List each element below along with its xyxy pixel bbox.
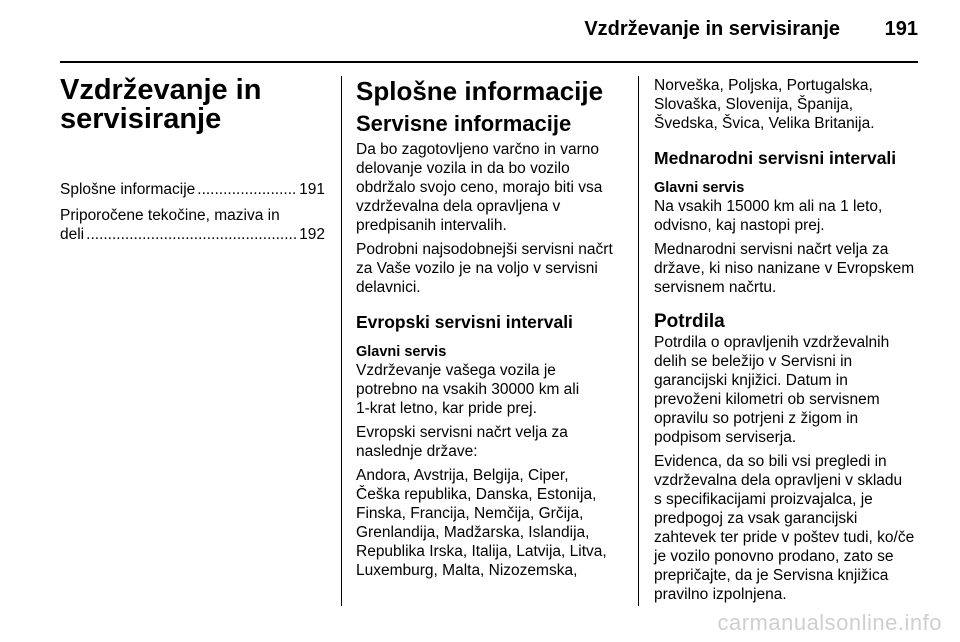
toc-entry-fluids[interactable] (60, 206, 325, 244)
paragraph: Da bo zagotovljeno varčno in varno delovanje vozila in da bo vozilo obdržalo svojo ceno, morajo biti vsa vzdrževalna dela opravljena v predpisanih intervalih. (356, 141, 603, 234)
certificates-heading: Potrdila (654, 311, 725, 332)
paragraph: Podrobni najsodobnejši servisni načrt za Vaše vozilo je na voljo v servisni delavnici. (356, 241, 613, 296)
column-3 (654, 76, 928, 609)
toc-entry-page: 192 (299, 226, 325, 243)
section-heading: Splošne informacije (356, 76, 604, 106)
chapter-title-line-2: servisiranje (60, 103, 222, 135)
toc-entry-label: Splošne informacije (60, 181, 196, 198)
paragraph: Potrdila o opravljenih vzdrževalnih delih se beležijo v Servisni in garancijski knjižici. Datum in prevoženi kilometri ob servisnem opravilu so potrjeni z žigom in podpisom serviserja. (654, 334, 890, 446)
subsection-heading: Servisne informacije (356, 111, 572, 136)
column-1 (60, 76, 325, 251)
toc-entry-general-info[interactable] (60, 180, 325, 199)
toc-entry-label: Priporočene tekočine, maziva in (60, 207, 280, 224)
chapter-title (60, 76, 325, 134)
page-header (0, 14, 960, 54)
watermark: carmanualsonline.info (717, 610, 942, 635)
paragraph: Mednarodni servisni načrt velja za države, ki niso nanizane v Evropskem servisnem načrtu. (654, 241, 915, 296)
toc-entry-page: 191 (299, 181, 325, 198)
page-number: 191 (884, 18, 918, 40)
column-divider-1 (341, 76, 342, 606)
column-divider-2 (638, 76, 639, 606)
main-service-heading: Glavni servis (654, 180, 745, 196)
paragraph: Vzdrževanje vašega vozila je potrebno na vsakih 30000 km ali 1-krat letno, kar pride prej. (356, 362, 580, 417)
toc-leader-dots (86, 225, 297, 244)
country-list: Andora, Avstrija, Belgija, Ciper, Češka republika, Danska, Estonija, Finska, Francija, Nemčija, Grčija, Grenlandija, Madžarska, Islandija, Republika Irska, Italija, Latvija, Litva, Luxemburg, Malta, Nizozemska, (356, 467, 607, 579)
main-service-heading: Glavni servis (356, 344, 447, 360)
international-intervals-heading: Mednarodni servisni intervali (654, 148, 897, 168)
european-intervals-heading: Evropski servisni intervali (356, 312, 573, 332)
paragraph: Evidenca, da so bili vsi pregledi in vzdrževalna dela opravljeni v skladu s specifikacijami proizvajalca, je predpogoj za vsak garancijski zahtevek ter pride v poštev tudi, ko/če je vozilo ponovno prodano, zato se prepričajte, da je Servisna knjižica pravilno izpolnjena. (654, 453, 915, 603)
column-2 (356, 76, 628, 585)
country-list-cont: Norveška, Poljska, Portugalska, Slovaška, Slovenija, Španija, Švedska, Švica, Velika Britanija. (654, 77, 875, 132)
header-rule (60, 61, 918, 63)
toc-entry-label-cont: deli (60, 226, 85, 243)
running-title: Vzdrževanje in servisiranje (584, 18, 840, 40)
toc-leader-dots (197, 180, 297, 199)
chapter-title-line-1: Vzdrževanje in (60, 74, 262, 106)
paragraph: Na vsakih 15000 km ali na 1 leto, odvisno, kaj nastopi prej. (654, 198, 883, 234)
paragraph: Evropski servisni načrt velja za naslednje države: (356, 424, 568, 460)
